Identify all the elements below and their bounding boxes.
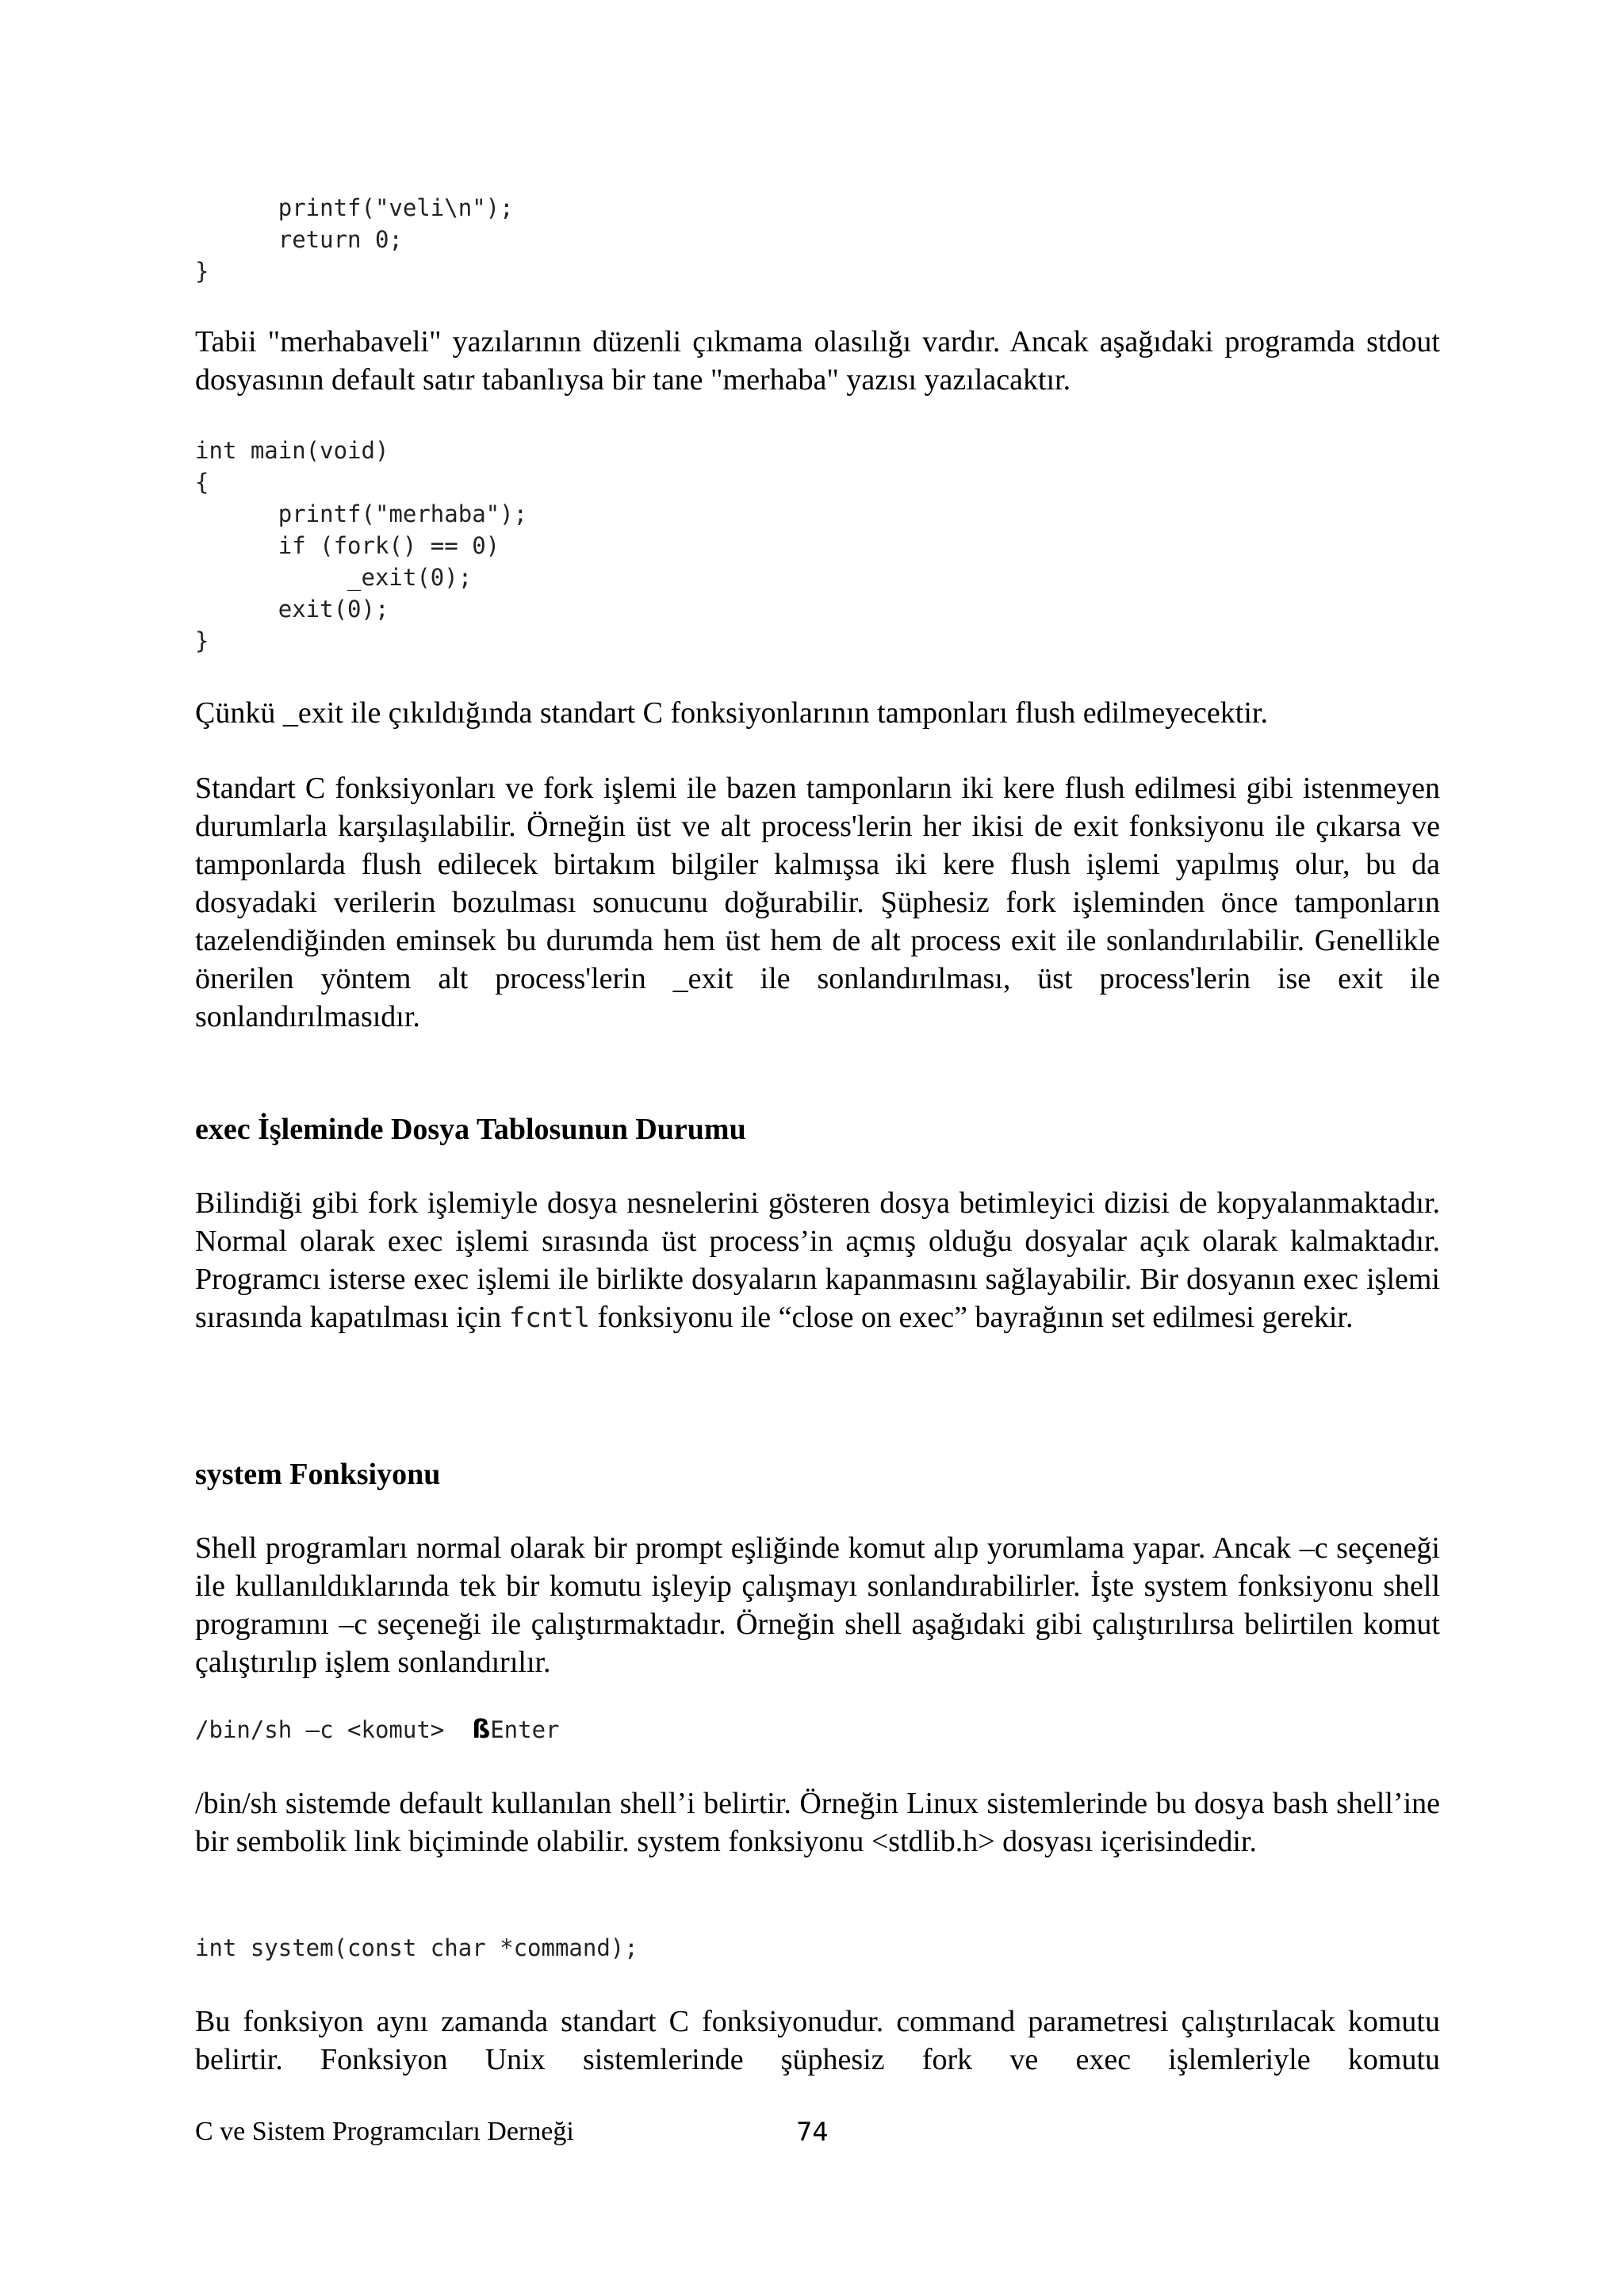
shell-command-text: /bin/sh –c <komut> — [195, 1716, 473, 1743]
paragraph-5 — [195, 1529, 1440, 1681]
paragraph-text: Shell programları normal olarak bir prompt eşliğinde komut alıp yorumlama yapar. Ancak –c seçeneği ile kullanıldıklarında tek bir komutu işleyip çalışmayı sonlandırabilirler. İşte system fonksiyonu shell programını –c seçeneği ile çalıştırmaktadır. Örneğin shell aşağıdaki gibi çalıştırılırsa belirtilen komut çalıştırılıp işlem sonlandırılır. — [195, 1531, 1440, 1679]
section-heading-system — [195, 1455, 1440, 1493]
paragraph-text: Çünkü _exit ile çıkıldığında standart C fonksiyonlarının tamponları flush edilmeyecektir. — [195, 696, 1268, 730]
code-line: printf("veli\n"); — [195, 194, 514, 221]
paragraph-text: Tabii "merhabaveli" yazılarının düzenli çıkmama olasılığı vardır. Ancak aşağıdaki programda stdout dosyasının default satır tabanlıysa bir tane "merhaba" yazısı yazılacaktır. — [195, 325, 1440, 397]
section-heading-exec — [195, 1110, 1440, 1148]
page-number: 74 — [796, 2117, 829, 2147]
paragraph-2 — [195, 694, 1440, 732]
code-prototype — [195, 1932, 1440, 1964]
code-line: _exit(0); — [195, 564, 473, 591]
paragraph-text: /bin/sh sistemde default kullanılan shell’i belirtir. Örneğin Linux sistemlerinde bu dosya bash shell’ine bir sembolik link biçiminde olabilir. system fonksiyonu <stdlib.h> dosyası içerisindedir. — [195, 1787, 1440, 1858]
heading-text: exec İşleminde Dosya Tablosunun Durumu — [195, 1113, 746, 1146]
document-page — [195, 0, 1440, 2296]
code-line: } — [195, 258, 209, 285]
code-line: printf("merhaba"); — [195, 500, 528, 527]
paragraph-4 — [195, 1184, 1440, 1337]
paragraph-text: Bu fonksiyon aynı zamanda standart C fonksiyonudur. command parametresi çalıştırılacak komutu belirtir. Fonksiyon Unix sistemlerinde şüphesiz fork ve exec işlemleriyle komutu — [195, 2005, 1440, 2076]
footer-organization: C ve Sistem Programcıları Derneği — [195, 2117, 574, 2146]
paragraph-7 — [195, 2003, 1440, 2079]
code-line: if (fork() == 0) — [195, 532, 500, 559]
inline-code-fcntl: fcntl — [508, 1302, 591, 1334]
enter-label: Enter — [490, 1716, 560, 1743]
code-line: return 0; — [195, 226, 403, 253]
code-line — [195, 1713, 1440, 1746]
paragraph-text-part: Bilindiği gibi fork işlemiyle dosya nesnelerini gösteren dosya betimleyici dizisi de kopyalanmaktadır. Normal olarak exec işlemi sırasında üst process’in açmış olduğu dosyalar açık olarak kalmaktadır. Programcı isterse exec işlemi ile birlikte dosyaların kapanmasını sağlayabilir. Bir dosyanın exec işlemi sırasında kapatılması için — [195, 1186, 1440, 1334]
code-block-top — [195, 192, 1440, 287]
heading-text: system Fonksiyonu — [195, 1458, 441, 1491]
code-line: exit(0); — [195, 596, 389, 623]
code-block-main — [195, 435, 1440, 657]
paragraph-text: Standart C fonksiyonları ve fork işlemi ile bazen tamponların iki kere flush edilmesi gibi istenmeyen durumlarla karşılaşılabilir. Örneğin üst ve alt process'lerin her ikisi de exit fonksiyonu ile çıkarsa ve tamponlarda flush edilecek birtakım bilgiler kalmışsa iki kere flush işlemi yapılmış olur, bu da dosyadaki verilerin bozulması sonucunu doğurabilir. Şüphesiz fork işleminden önce tamponların tazelendiğinden eminsek bu durumda hem üst hem de alt process exit ile sonlandırılabilir. Genellikle önerilen yöntem alt process'lerin _exit ile sonlandırılması, üst process'lerin ise exit ile sonlandırılmasıdır. — [195, 772, 1440, 1033]
code-line: { — [195, 469, 209, 496]
paragraph-text — [195, 1184, 1440, 1337]
code-line: } — [195, 627, 209, 654]
paragraph-1 — [195, 323, 1440, 399]
code-line: int system(const char *command); — [195, 1934, 638, 1961]
code-shell-command — [195, 1713, 1440, 1746]
code-line: int main(void) — [195, 437, 389, 464]
paragraph-text-part: fonksiyonu ile “close on exec” bayrağının set edilmesi gerekir. — [590, 1301, 1354, 1334]
enter-key-icon: ß — [472, 1714, 491, 1744]
paragraph-6 — [195, 1784, 1440, 1861]
paragraph-3 — [195, 769, 1440, 1036]
